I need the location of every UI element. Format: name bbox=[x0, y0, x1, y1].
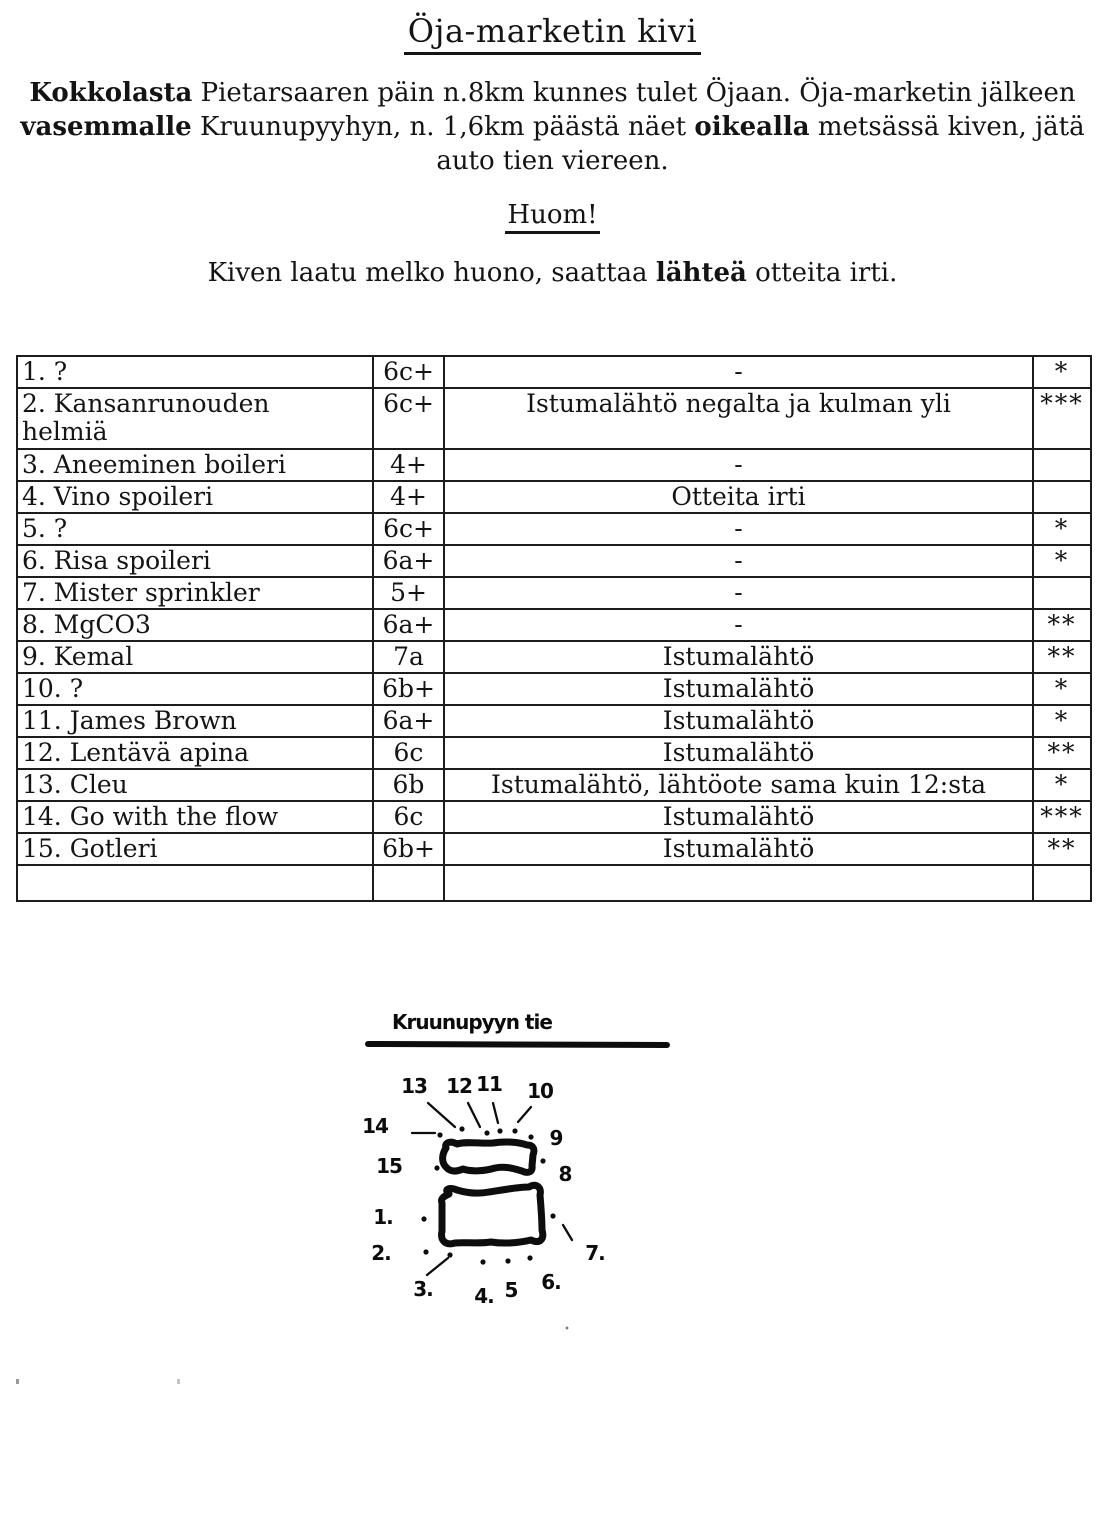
route-dot bbox=[505, 1258, 510, 1263]
route-comment bbox=[444, 865, 1033, 901]
upper-boulder-outline bbox=[443, 1142, 534, 1172]
table-row bbox=[17, 673, 1091, 705]
route-name: 13. Cleu bbox=[17, 769, 373, 801]
table-row bbox=[17, 388, 1091, 449]
route-stars bbox=[1033, 481, 1091, 513]
route-comment: Istumalähtö bbox=[444, 737, 1033, 769]
route-comment: - bbox=[444, 545, 1033, 577]
leader-line bbox=[493, 1103, 498, 1123]
leader-line bbox=[428, 1103, 455, 1127]
route-grade: 6a+ bbox=[373, 705, 444, 737]
map-marker-label: 9 bbox=[549, 1126, 563, 1150]
table-row bbox=[17, 481, 1091, 513]
route-grade: 6a+ bbox=[373, 609, 444, 641]
intro-line bbox=[15, 110, 1090, 144]
route-dot bbox=[484, 1130, 489, 1135]
huom-wrap bbox=[0, 200, 1105, 234]
route-stars: *** bbox=[1033, 801, 1091, 833]
table-row bbox=[17, 356, 1091, 388]
route-grade: 5+ bbox=[373, 577, 444, 609]
route-name: 2. Kansanrunouden helmiä bbox=[17, 388, 373, 449]
table-row bbox=[17, 577, 1091, 609]
route-name: 5. ? bbox=[17, 513, 373, 545]
route-grade: 6b+ bbox=[373, 833, 444, 865]
map-marker-label: 6. bbox=[541, 1270, 561, 1294]
route-grade bbox=[373, 865, 444, 901]
route-grade: 4+ bbox=[373, 449, 444, 481]
intro-text: auto tien viereen. bbox=[436, 146, 669, 176]
route-name: 7. Mister sprinkler bbox=[17, 577, 373, 609]
intro-text: metsässä kiven, jätä bbox=[809, 112, 1085, 142]
map-marker-label: 4. bbox=[474, 1284, 494, 1308]
table-row bbox=[17, 513, 1091, 545]
route-grade: 6a+ bbox=[373, 545, 444, 577]
route-comment: Istumalähtö bbox=[444, 801, 1033, 833]
route-dot bbox=[434, 1165, 439, 1170]
intro-text-bold: Kokkolasta bbox=[29, 78, 193, 108]
map-marker-label: 14 bbox=[362, 1114, 388, 1138]
route-stars: * bbox=[1033, 356, 1091, 388]
routes-table-body bbox=[17, 356, 1091, 901]
route-stars: * bbox=[1033, 545, 1091, 577]
route-comment: Istumalähtö bbox=[444, 833, 1033, 865]
road-line bbox=[368, 1044, 667, 1045]
route-dot bbox=[540, 1158, 545, 1163]
route-grade: 6c+ bbox=[373, 356, 444, 388]
route-stars: ** bbox=[1033, 609, 1091, 641]
route-stars: *** bbox=[1033, 388, 1091, 449]
route-name: 4. Vino spoileri bbox=[17, 481, 373, 513]
route-dot bbox=[421, 1216, 426, 1221]
table-row bbox=[17, 833, 1091, 865]
intro-line bbox=[15, 76, 1090, 110]
route-grade: 4+ bbox=[373, 481, 444, 513]
route-stars: * bbox=[1033, 673, 1091, 705]
scan-speck bbox=[16, 1379, 19, 1384]
route-dot bbox=[528, 1134, 533, 1139]
route-stars bbox=[1033, 449, 1091, 481]
route-grade: 6b bbox=[373, 769, 444, 801]
table-row bbox=[17, 545, 1091, 577]
leader-line bbox=[518, 1107, 531, 1122]
route-stars: * bbox=[1033, 705, 1091, 737]
table-row bbox=[17, 801, 1091, 833]
intro-paragraph bbox=[15, 76, 1090, 178]
page-title: Öja-marketin kivi bbox=[404, 12, 701, 55]
route-stars: ** bbox=[1033, 641, 1091, 673]
route-dot bbox=[512, 1128, 517, 1133]
route-stars: * bbox=[1033, 769, 1091, 801]
routes-table bbox=[16, 355, 1092, 902]
route-stars: ** bbox=[1033, 737, 1091, 769]
table-row bbox=[17, 705, 1091, 737]
note-text: otteita irti. bbox=[746, 258, 898, 288]
map-marker-label: 10 bbox=[527, 1079, 553, 1103]
table-row bbox=[17, 609, 1091, 641]
map-marker-label: 12 bbox=[446, 1074, 472, 1098]
route-comment: - bbox=[444, 513, 1033, 545]
intro-text-bold: oikealla bbox=[694, 112, 810, 142]
table-row bbox=[17, 641, 1091, 673]
note-paragraph bbox=[15, 258, 1090, 288]
route-stars bbox=[1033, 865, 1091, 901]
route-comment: Istumalähtö bbox=[444, 673, 1033, 705]
route-comment: - bbox=[444, 609, 1033, 641]
intro-text: Kruunupyyhyn, n. 1,6km päästä näet bbox=[191, 112, 695, 142]
scan-speck bbox=[177, 1379, 180, 1384]
map-marker-label: 7. bbox=[585, 1241, 605, 1265]
route-grade: 7a bbox=[373, 641, 444, 673]
lower-boulder-outline bbox=[442, 1185, 543, 1243]
route-name: 1. ? bbox=[17, 356, 373, 388]
route-grade: 6c bbox=[373, 801, 444, 833]
huom-heading: Huom! bbox=[505, 200, 599, 234]
route-grade: 6c+ bbox=[373, 388, 444, 449]
map-marker-label: 11 bbox=[476, 1072, 502, 1096]
title-wrap bbox=[0, 12, 1105, 55]
note-text: Kiven laatu melko huono, saattaa bbox=[207, 258, 656, 288]
road-name-label: Kruunupyyn tie bbox=[392, 1010, 552, 1034]
route-stars: * bbox=[1033, 513, 1091, 545]
route-name: 10. ? bbox=[17, 673, 373, 705]
route-comment: Istumalähtö bbox=[444, 641, 1033, 673]
intro-line bbox=[15, 144, 1090, 178]
route-comment: Istumalähtö bbox=[444, 705, 1033, 737]
table-row bbox=[17, 769, 1091, 801]
route-name: 12. Lentävä apina bbox=[17, 737, 373, 769]
route-dot bbox=[423, 1249, 428, 1254]
leader-line bbox=[563, 1225, 572, 1240]
map-marker-label: 8 bbox=[558, 1162, 572, 1186]
leader-line bbox=[427, 1258, 448, 1275]
route-dot bbox=[459, 1126, 464, 1131]
map-marker-label: 3. bbox=[413, 1277, 433, 1301]
route-name: 9. Kemal bbox=[17, 641, 373, 673]
route-dot bbox=[437, 1132, 442, 1137]
map-marker-label: 2. bbox=[371, 1241, 391, 1265]
route-comment: Otteita irti bbox=[444, 481, 1033, 513]
intro-text-bold: vasemmalle bbox=[20, 112, 192, 142]
route-dot bbox=[550, 1213, 555, 1218]
route-name: 6. Risa spoileri bbox=[17, 545, 373, 577]
route-stars: ** bbox=[1033, 833, 1091, 865]
route-grade: 6c bbox=[373, 737, 444, 769]
route-name: 14. Go with the flow bbox=[17, 801, 373, 833]
table-row bbox=[17, 737, 1091, 769]
route-grade: 6c+ bbox=[373, 513, 444, 545]
route-stars bbox=[1033, 577, 1091, 609]
route-dot bbox=[447, 1252, 452, 1257]
route-comment: Istumalähtö, lähtöote sama kuin 12:sta bbox=[444, 769, 1033, 801]
route-name: 3. Aneeminen boileri bbox=[17, 449, 373, 481]
route-comment: - bbox=[444, 577, 1033, 609]
route-dot bbox=[480, 1259, 485, 1264]
route-name: 15. Gotleri bbox=[17, 833, 373, 865]
table-row bbox=[17, 449, 1091, 481]
map-marker-label: 5 bbox=[504, 1278, 518, 1302]
route-dot bbox=[527, 1255, 532, 1260]
note-text-bold: lähteä bbox=[655, 258, 747, 288]
leader-line bbox=[468, 1103, 480, 1127]
map-marker-label: 15 bbox=[376, 1154, 402, 1178]
map-marker-label: 1. bbox=[373, 1205, 393, 1229]
route-comment: Istumalähtö negalta ja kulman yli bbox=[444, 388, 1033, 449]
route-grade: 6b+ bbox=[373, 673, 444, 705]
scan-speck bbox=[566, 1327, 569, 1330]
route-name: 11. James Brown bbox=[17, 705, 373, 737]
route-name: 8. MgCO3 bbox=[17, 609, 373, 641]
crag-map bbox=[355, 1000, 695, 1345]
table-row bbox=[17, 865, 1091, 901]
intro-text: Pietarsaaren päin n.8km kunnes tulet Öjaan. Öja-marketin jälkeen bbox=[192, 78, 1076, 108]
route-dot bbox=[497, 1128, 502, 1133]
route-name bbox=[17, 865, 373, 901]
route-comment: - bbox=[444, 449, 1033, 481]
map-marker-label: 13 bbox=[401, 1074, 427, 1098]
route-comment: - bbox=[444, 356, 1033, 388]
